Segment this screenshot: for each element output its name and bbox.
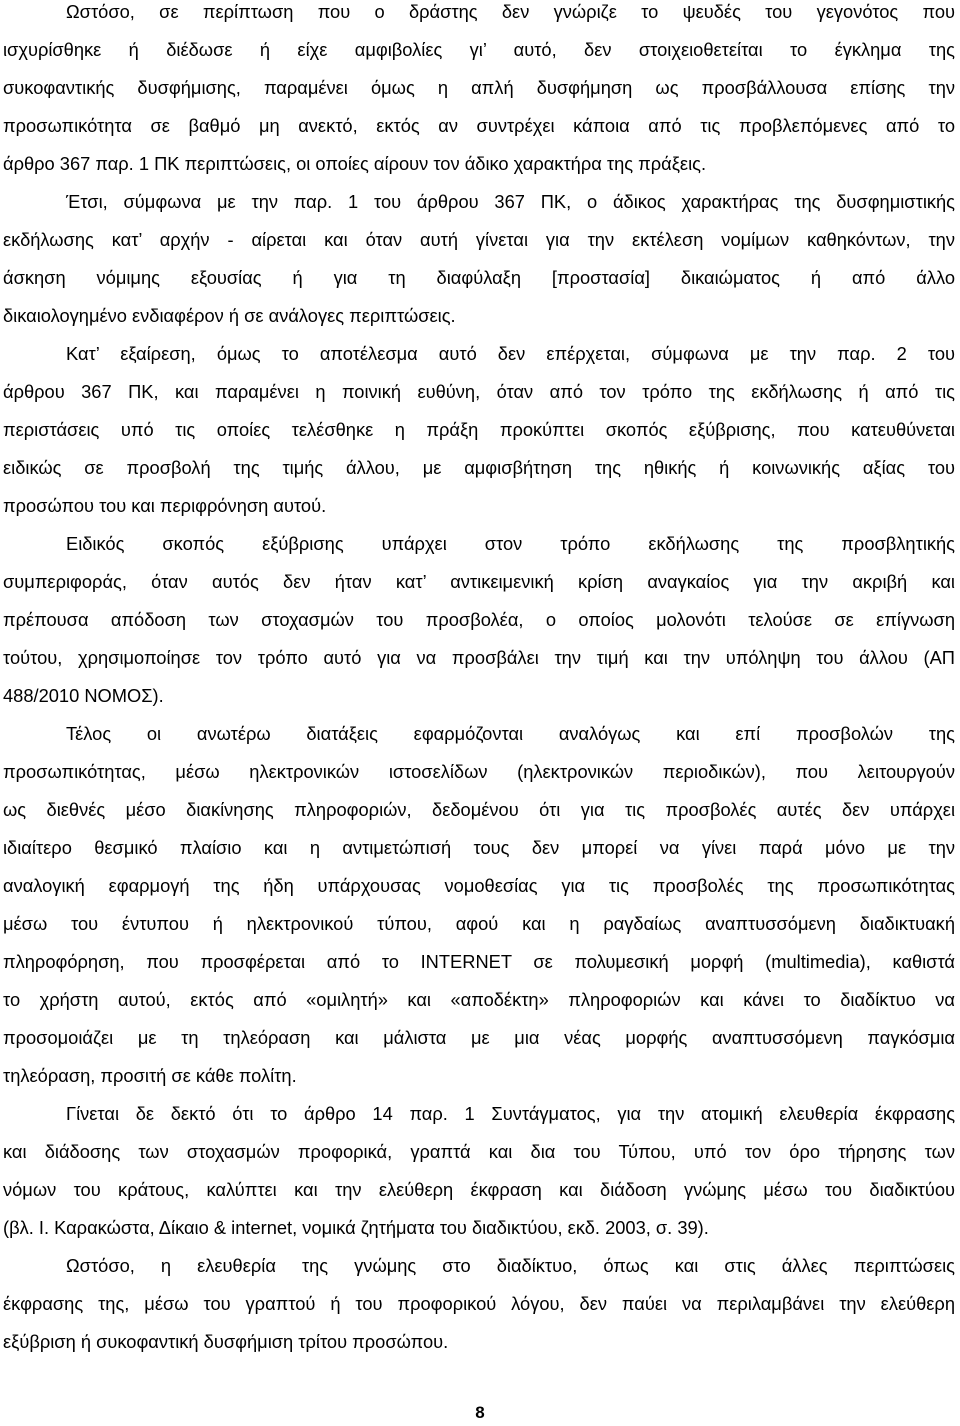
- text-line: Γίνεται δε δεκτό ότι το άρθρο 14 παρ. 1 Συντάγματος, για την ατομική ελευθερία έκφρασης: [66, 1103, 955, 1124]
- text-line: τηλεόραση, προσιτή σε κάθε πολίτη.: [3, 1065, 297, 1086]
- text-line: πρέπουσα απόδοση των στοχασμών του προσβολέα, ο οποίος μολονότι τελούσε σε επίγνωση: [3, 609, 955, 630]
- text-line: 488/2010 ΝΟΜΟΣ).: [3, 685, 164, 706]
- text-line: Έτσι, σύμφωνα με την παρ. 1 του άρθρου 367 ΠΚ, ο άδικος χαρακτήρας της δυσφημιστικής: [66, 191, 955, 212]
- text-line: ιδιαίτερο θεσμικό πλαίσιο και η αντιμετώπισή τους δεν μπορεί να γίνει παρά μόνο με την: [3, 837, 955, 858]
- text-line: εκδήλωσης κατ’ αρχήν - αίρεται και όταν αυτή γίνεται για την εκτέλεση νομίμων καθηκόντων, την: [3, 229, 955, 250]
- text-line: προσωπικότητα σε βαθμό μη ανεκτό, εκτός αν συντρέχει κάποια από τις προβλεπόμενες από το: [3, 115, 955, 136]
- text-line: Ωστόσο, η ελευθερία της γνώμης στο διαδίκτυο, όπως και στις άλλες περιπτώσεις: [66, 1255, 955, 1276]
- text-line: Ειδικός σκοπός εξύβρισης υπάρχει στον τρόπο εκδήλωσης της προσβλητικής: [66, 533, 955, 554]
- text-line: αναλογική εφαρμογή της ήδη υπάρχουσας νομοθεσίας για τις προσβολές της προσωπικότητας: [3, 875, 955, 896]
- text-line: άρθρο 367 παρ. 1 ΠΚ περιπτώσεις, οι οποίες αίρουν τον άδικο χαρακτήρα της πράξεις.: [3, 153, 707, 174]
- text-line: ειδικώς σε προσβολή της τιμής άλλου, με αμφισβήτηση της ηθικής ή κοινωνικής αξίας του: [3, 457, 955, 478]
- text-line: άρθρου 367 ΠΚ, και παραμένει η ποινική ευθύνη, όταν από τον τρόπο της εκδήλωσης ή από τις: [3, 381, 955, 402]
- text-line: και διάδοσης των στοχασμών προφορικά, γραπτά και δια του Τύπου, υπό τον όρο τήρησης των: [3, 1141, 955, 1162]
- text-line: μέσω του έντυπου ή ηλεκτρονικού τύπου, αφού και η ραγδαίως αναπτυσσόμενη διαδικτυακή: [3, 913, 955, 934]
- text-line: άσκηση νόμιμης εξουσίας ή για τη διαφύλαξη [προστασία] δικαιώματος ή από άλλο: [3, 267, 955, 288]
- text-line: εξύβριση ή συκοφαντική δυσφήμιση τρίτου προσώπου.: [3, 1331, 449, 1352]
- text-line: περιστάσεις υπό τις οποίες τελέσθηκε η πράξη προκύπτει σκοπός εξύβρισης, που κατευθύνεται: [3, 419, 955, 440]
- text-line: προσώπου του και περιφρόνηση αυτού.: [3, 495, 327, 516]
- text-line: προσωπικότητας, μέσω ηλεκτρονικών ιστοσελίδων (ηλεκτρονικών περιοδικών), που λειτουργούν: [3, 761, 955, 782]
- text-line: Κατ’ εξαίρεση, όμως το αποτέλεσμα αυτό δεν επέρχεται, σύμφωνα με την παρ. 2 του: [66, 343, 955, 364]
- text-line: προσομοιάζει με τη τηλεόραση και μάλιστα με μια νέας μορφής αναπτυσσόμενη παγκόσμια: [3, 1027, 955, 1048]
- page-number: 8: [475, 1403, 485, 1422]
- text-line: έκφρασης της, μέσω του γραπτού ή του προφορικού λόγου, δεν παύει να περιλαμβάνει την ελεύθερη: [3, 1293, 955, 1314]
- text-line: το χρήστη αυτού, εκτός από «ομιλητή» και «αποδέκτη» πληροφοριών και κάνει το διαδίκτυο να: [3, 989, 955, 1010]
- text-line: Ωστόσο, σε περίπτωση που ο δράστης δεν γνώριζε το ψευδές του γεγονότος που: [66, 1, 955, 22]
- text-line: δικαιολογημένο ενδιαφέρον ή σε ανάλογες περιπτώσεις.: [3, 305, 456, 326]
- text-line: πληροφόρηση, που προσφέρεται από το INTERNET σε πολυμεσική μορφή (multimedia), καθιστά: [3, 951, 955, 972]
- text-line: συκοφαντικής δυσφήμισης, παραμένει όμως η απλή δυσφήμηση ως προσβάλλουσα επίσης την: [3, 77, 955, 98]
- text-line: (βλ. Ι. Καρακώστα, Δίκαιο & internet, νομικά ζητήματα του διαδικτύου, εκδ. 2003, σ. 39).: [3, 1217, 709, 1238]
- text-line: ισχυρίσθηκε ή διέδωσε ή είχε αμφιβολίες γι’ αυτό, δεν στοιχειοθετείται το έγκλημα της: [3, 39, 955, 60]
- text-line: Τέλος οι ανωτέρω διατάξεις εφαρμόζονται αναλόγως και επί προσβολών της: [66, 723, 955, 744]
- text-line: ως διεθνές μέσο διακίνησης πληροφοριών, δεδομένου ότι για τις προσβολές αυτές δεν υπάρχει: [3, 799, 955, 820]
- text-line: νόμων του κράτους, καλύπτει και την ελεύθερη έκφραση και διάδοση γνώμης μέσω του διαδικτύου: [3, 1179, 955, 1200]
- text-line: τούτου, χρησιμοποίησε τον τρόπο αυτό για να προσβάλει την τιμή και την υπόληψη του άλλου (ΑΠ: [3, 647, 955, 668]
- text-line: συμπεριφοράς, όταν αυτός δεν ήταν κατ’ αντικειμενική κρίση αναγκαίος για την ακριβή και: [3, 571, 955, 592]
